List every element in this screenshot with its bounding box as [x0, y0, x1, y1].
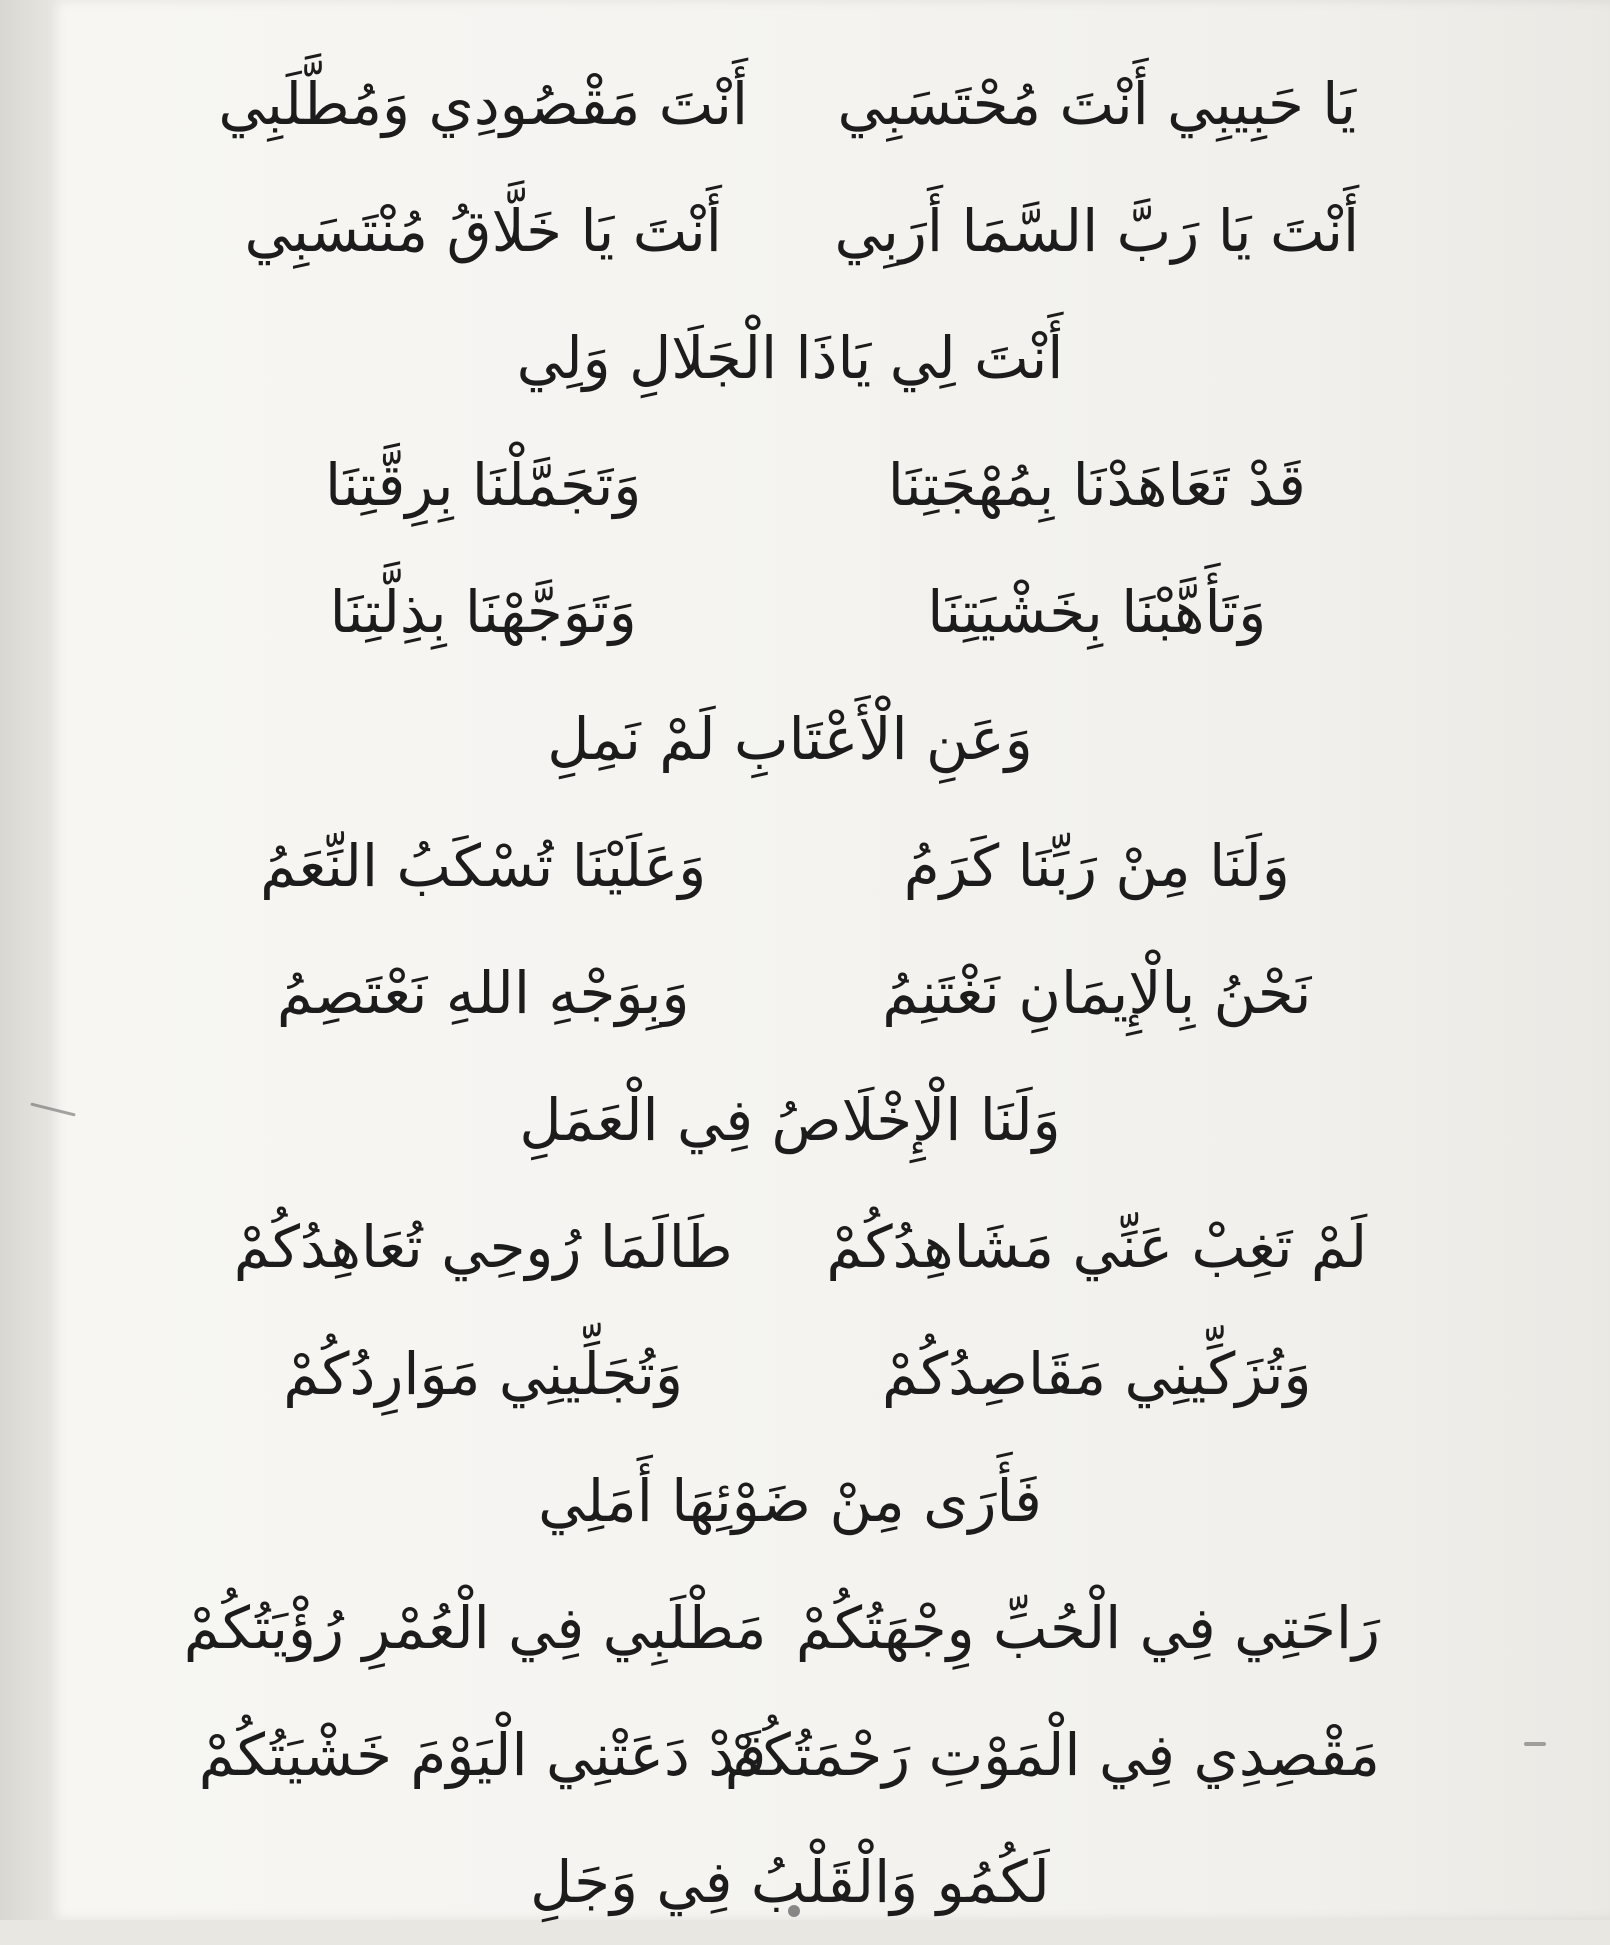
hemistich-left: طَالَمَا رُوحِي تُعَاهِدُكُمْ — [233, 1212, 733, 1281]
couplet-1-1 — [200, 40, 1380, 167]
hemistich-left: وَتَوَجَّهْنَا بِذِلَّتِنَا — [329, 577, 637, 646]
hemistich-left: مَطْلَبِي فِي الْعُمْرِ رُؤْيَتُكُمْ — [183, 1593, 767, 1662]
hemistich-right: أَنْتَ يَا رَبَّ السَّمَا أَرَبِي — [834, 196, 1360, 265]
couplet-5-2 — [200, 1691, 1380, 1818]
poem-text — [183, 40, 1380, 1945]
page-mark-right — [1524, 1742, 1546, 1746]
couplet-4-2 — [200, 1310, 1380, 1437]
hemistich-left: وَتُجَلِّينِي مَوَارِدُكُمْ — [283, 1339, 684, 1408]
stanza-3 — [200, 802, 1380, 1183]
refrain-2: وَعَنِ الْأَعْتَابِ لَمْ نَمِلِ — [547, 704, 1033, 773]
refrain-5: لَكُمُو وَالْقَلْبُ فِي وَجَلِ — [530, 1847, 1050, 1916]
refrain-3: وَلَنَا الْإِخْلَاصُ فِي الْعَمَلِ — [519, 1085, 1061, 1154]
couplet-2-2 — [200, 548, 1380, 675]
hemistich-right: نَحْنُ بِالْإِيمَانِ نَغْتَنِمُ — [882, 958, 1312, 1027]
refrain-4: فَأَرَى مِنْ ضَوْئِهَا أَمَلِي — [538, 1466, 1042, 1535]
hemistich-right: وَلَنَا مِنْ رَبِّنَا كَرَمُ — [903, 831, 1290, 900]
couplet-4-1 — [200, 1183, 1380, 1310]
stanza-5 — [183, 1564, 1380, 1945]
hemistich-right: وَتَأَهَّبْنَا بِخَشْيَتِنَا — [927, 577, 1267, 646]
hemistich-right: مَقْصِدِي فِي الْمَوْتِ رَحْمَتُكُمْ — [724, 1720, 1380, 1789]
hemistich-right: قَدْ تَعَاهَدْنَا بِمُهْجَتِنَا — [887, 450, 1306, 519]
hemistich-left: أَنْتَ مَقْصُودِي وَمُطَّلَبِي — [218, 69, 749, 138]
couplet-2-1 — [200, 421, 1380, 548]
hemistich-left: وَتَجَمَّلْنَا بِرِقَّتِنَا — [324, 450, 642, 519]
couplet-3-2 — [200, 929, 1380, 1056]
stanza-2 — [200, 421, 1380, 802]
hemistich-right: لَمْ تَغِبْ عَنِّي مَشَاهِدُكُمْ — [826, 1212, 1368, 1281]
hemistich-left: أَنْتَ يَا خَلَّاقُ مُنْتَسَبِي — [244, 196, 722, 265]
page-spine-shadow — [0, 0, 48, 1920]
hemistich-left: قَدْ دَعَتْنِي الْيَوْمَ خَشْيَتُكُمْ — [198, 1720, 767, 1789]
couplet-5-1 — [183, 1564, 1380, 1691]
hemistich-right: يَا حَبِيبِي أَنْتَ مُحْتَسَبِي — [837, 69, 1357, 138]
hemistich-left: وَعَلَيْنَا تُسْكَبُ النِّعَمُ — [260, 831, 707, 900]
stanza-1 — [200, 40, 1380, 421]
hemistich-right: وَتُزَكِّينِي مَقَاصِدُكُمْ — [882, 1339, 1312, 1408]
refrain-1: أَنْتَ لِي يَاذَا الْجَلَالِ وَلِي — [516, 323, 1064, 392]
hemistich-right: رَاحَتِي فِي الْحُبِّ وِجْهَتُكُمْ — [795, 1593, 1380, 1662]
hemistich-left: وَبِوَجْهِ اللهِ نَعْتَصِمُ — [276, 958, 690, 1027]
couplet-1-2 — [200, 167, 1380, 294]
stanza-4 — [200, 1183, 1380, 1564]
couplet-3-1 — [200, 802, 1380, 929]
